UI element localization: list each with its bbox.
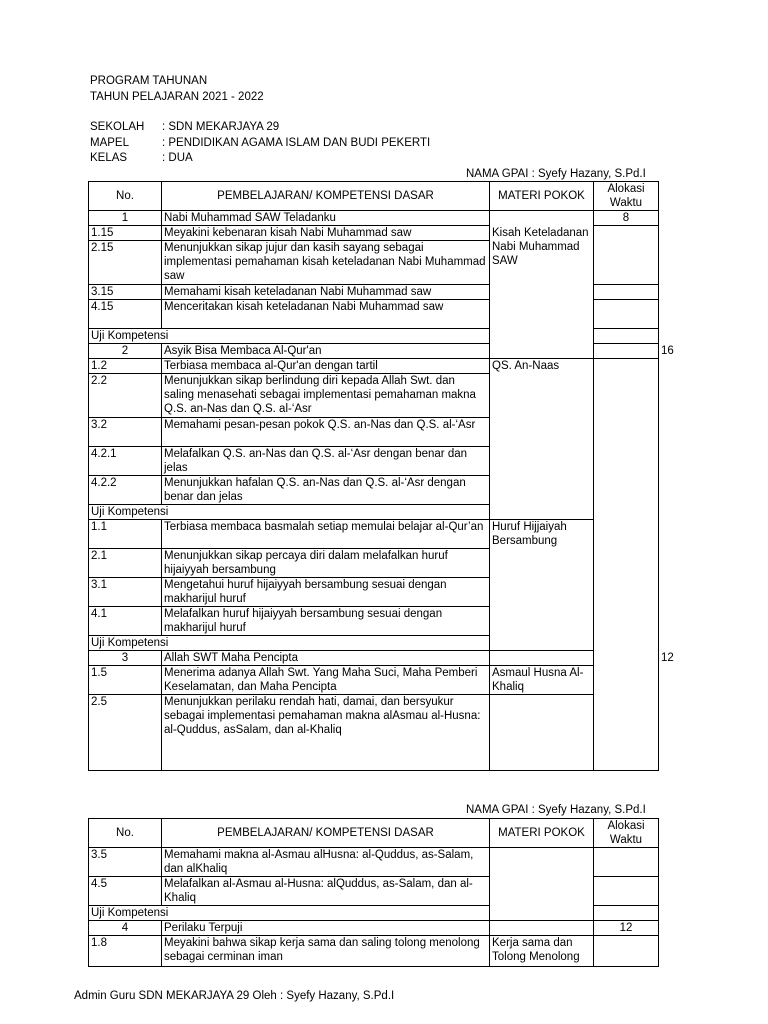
chapter-no: 4 (89, 921, 162, 936)
table-row: 4.2.2 Menunjukkan hafalan Q.S. an-Nas dan Q.S. al-‘Asr dengan benar dan jelas (89, 476, 659, 505)
gpai-name: NAMA GPAI : Syefy Hazany, S.Pd.I (466, 168, 646, 180)
info-value: : DUA (162, 152, 193, 164)
table-row: 1.2 Terbiasa membaca al-Qur'an dengan tartil QS. An-Naas (89, 359, 659, 374)
col-waktu: Alokasi Waktu (594, 182, 659, 211)
table-row: 4.1 Melafalkan huruf hijaiyyah bersambung sesuai dengan makharijul huruf (89, 607, 659, 636)
uji-label: Uji Kompetensi (89, 329, 490, 344)
table-row: 1.5 Menerima adanya Allah Swt. Yang Maha Suci, Maha Pemberi Keselamatan, dan Maha Pencipta Asmaul Husna Al-Khaliq (89, 666, 659, 695)
info-label: KELAS (90, 152, 128, 164)
info-value: : SDN MEKARJAYA 29 (162, 121, 280, 133)
chapter-no: 2 (89, 344, 162, 359)
chapter-row (89, 211, 659, 226)
col-no: No. (89, 182, 162, 211)
footer-text: Admin Guru SDN MEKARJAYA 29 Oleh : Syefy Hazany, S.Pd.I (74, 990, 395, 1002)
table-row: 4.2.1 Melafalkan Q.S. an-Nas dan Q.S. al-‘Asr dengan benar dan jelas (89, 447, 659, 476)
chapter-row: 3 Allah SWT Maha Pencipta 12 (89, 651, 659, 666)
chapter-title: Perilaku Terpuji (162, 921, 490, 936)
materi-pokok: QS. An-Naas (490, 359, 594, 520)
info-label: SEKOLAH (90, 121, 145, 133)
uji-label: Uji Kompetensi (89, 906, 490, 921)
chapter-no: 3 (89, 651, 162, 666)
col-materi: MATERI POKOK (490, 182, 594, 211)
uji-label: Uji Kompetensi (89, 636, 490, 651)
chapter-no: 1 (89, 211, 162, 226)
materi-pokok: Asmaul Husna Al-Khaliq (490, 666, 594, 695)
table-row: 3.5 Memahami makna al-Asmau alHusna: al-Quddus, as-Salam, dan alKhaliq (89, 848, 659, 877)
col-no: No. (89, 819, 162, 848)
materi-pokok: Kerja sama dan Tolong Menolong (490, 936, 594, 967)
chapter-waktu: 12 (594, 921, 659, 936)
table-row: 3.15 Memahami kisah keteladanan Nabi Muhammad saw (89, 285, 659, 300)
info-sekolah (90, 120, 279, 134)
table-row: 2.2 Menunjukkan sikap berlindung diri kepada Allah Swt. dan saling menasehati sebagai implementasi pemahaman makna Q.S. an-Nas dan Q.S. al-‘Asr (89, 374, 659, 418)
table-row: 1.15 Meyakini kebenaran kisah Nabi Muhammad saw Kisah Keteladanan Nabi Muhammad SAW (89, 226, 659, 241)
chapter-title: Asyik Bisa Membaca Al-Qur'an (162, 344, 490, 359)
doc-title: PROGRAM TAHUNAN (90, 75, 208, 87)
table-row: 2.1 Menunjukkan sikap percaya diri dalam melafalkan huruf hijaiyyah bersambung (89, 549, 659, 578)
table-row: 4.15 Menceritakan kisah keteladanan Nabi Muhammad saw (89, 300, 659, 329)
materi-pokok: Kisah Keteladanan Nabi Muhammad SAW (490, 226, 594, 359)
col-kd: PEMBELAJARAN/ KOMPETENSI DASAR (162, 182, 490, 211)
info-value: : PENDIDIKAN AGAMA ISLAM DAN BUDI PEKERTI (162, 137, 431, 149)
gpai-name: NAMA GPAI : Syefy Hazany, S.Pd.I (466, 804, 646, 816)
table-row: 3.1 Mengetahui huruf hijaiyyah bersambung sesuai dengan makharijul huruf (89, 578, 659, 607)
table-row: 1.1 Terbiasa membaca basmalah setiap memulai belajar al-Qur’an Huruf Hijjaiyah Bersambung (89, 520, 659, 549)
info-kelas (90, 151, 193, 165)
table-row: 1.8 Meyakini bahwa sikap kerja sama dan saling tolong menolong sebagai cerminan iman Kerja sama dan Tolong Menolong (89, 936, 659, 967)
chapter-row (89, 921, 659, 936)
doc-subtitle: TAHUN PELAJARAN 2021 - 2022 (90, 91, 264, 103)
chapter-row: 2 Asyik Bisa Membaca Al-Qur'an 16 (89, 344, 659, 359)
table-row: 2.15 Menunjukkan sikap jujur dan kasih sayang sebagai implementasi pemahaman kisah keteladanan Nabi Muhammad saw (89, 241, 659, 285)
col-materi: MATERI POKOK (490, 819, 594, 848)
table-row: 3.2 Memahami pesan-pesan pokok Q.S. an-Nas dan Q.S. al-‘Asr (89, 418, 659, 447)
uji-label: Uji Kompetensi (89, 505, 490, 520)
info-mapel (90, 136, 430, 150)
program-table-2 (88, 818, 659, 967)
info-label: MAPEL (90, 137, 129, 149)
table-header-row (89, 182, 659, 211)
materi-pokok: Huruf Hijjaiyah Bersambung (490, 520, 594, 651)
table-row: 2.5 Menunjukkan perilaku rendah hati, damai, dan bersyukur sebagai implementasi pemahaman makna alAsmau al-Husna: al-Quddus, asSalam, dan al-Khaliq (89, 695, 659, 771)
chapter-waktu: 8 (594, 211, 659, 226)
chapter-title: Allah SWT Maha Pencipta (162, 651, 490, 666)
table-row: 4.5 Melafalkan al-Asmau al-Husna: alQuddus, as-Salam, dan al-Khaliq (89, 877, 659, 906)
chapter-title: Nabi Muhammad SAW Teladanku (162, 211, 490, 226)
col-waktu: Alokasi Waktu (594, 819, 659, 848)
table-header-row (89, 819, 659, 848)
col-kd: PEMBELAJARAN/ KOMPETENSI DASAR (162, 819, 490, 848)
program-table-1 (88, 181, 674, 771)
